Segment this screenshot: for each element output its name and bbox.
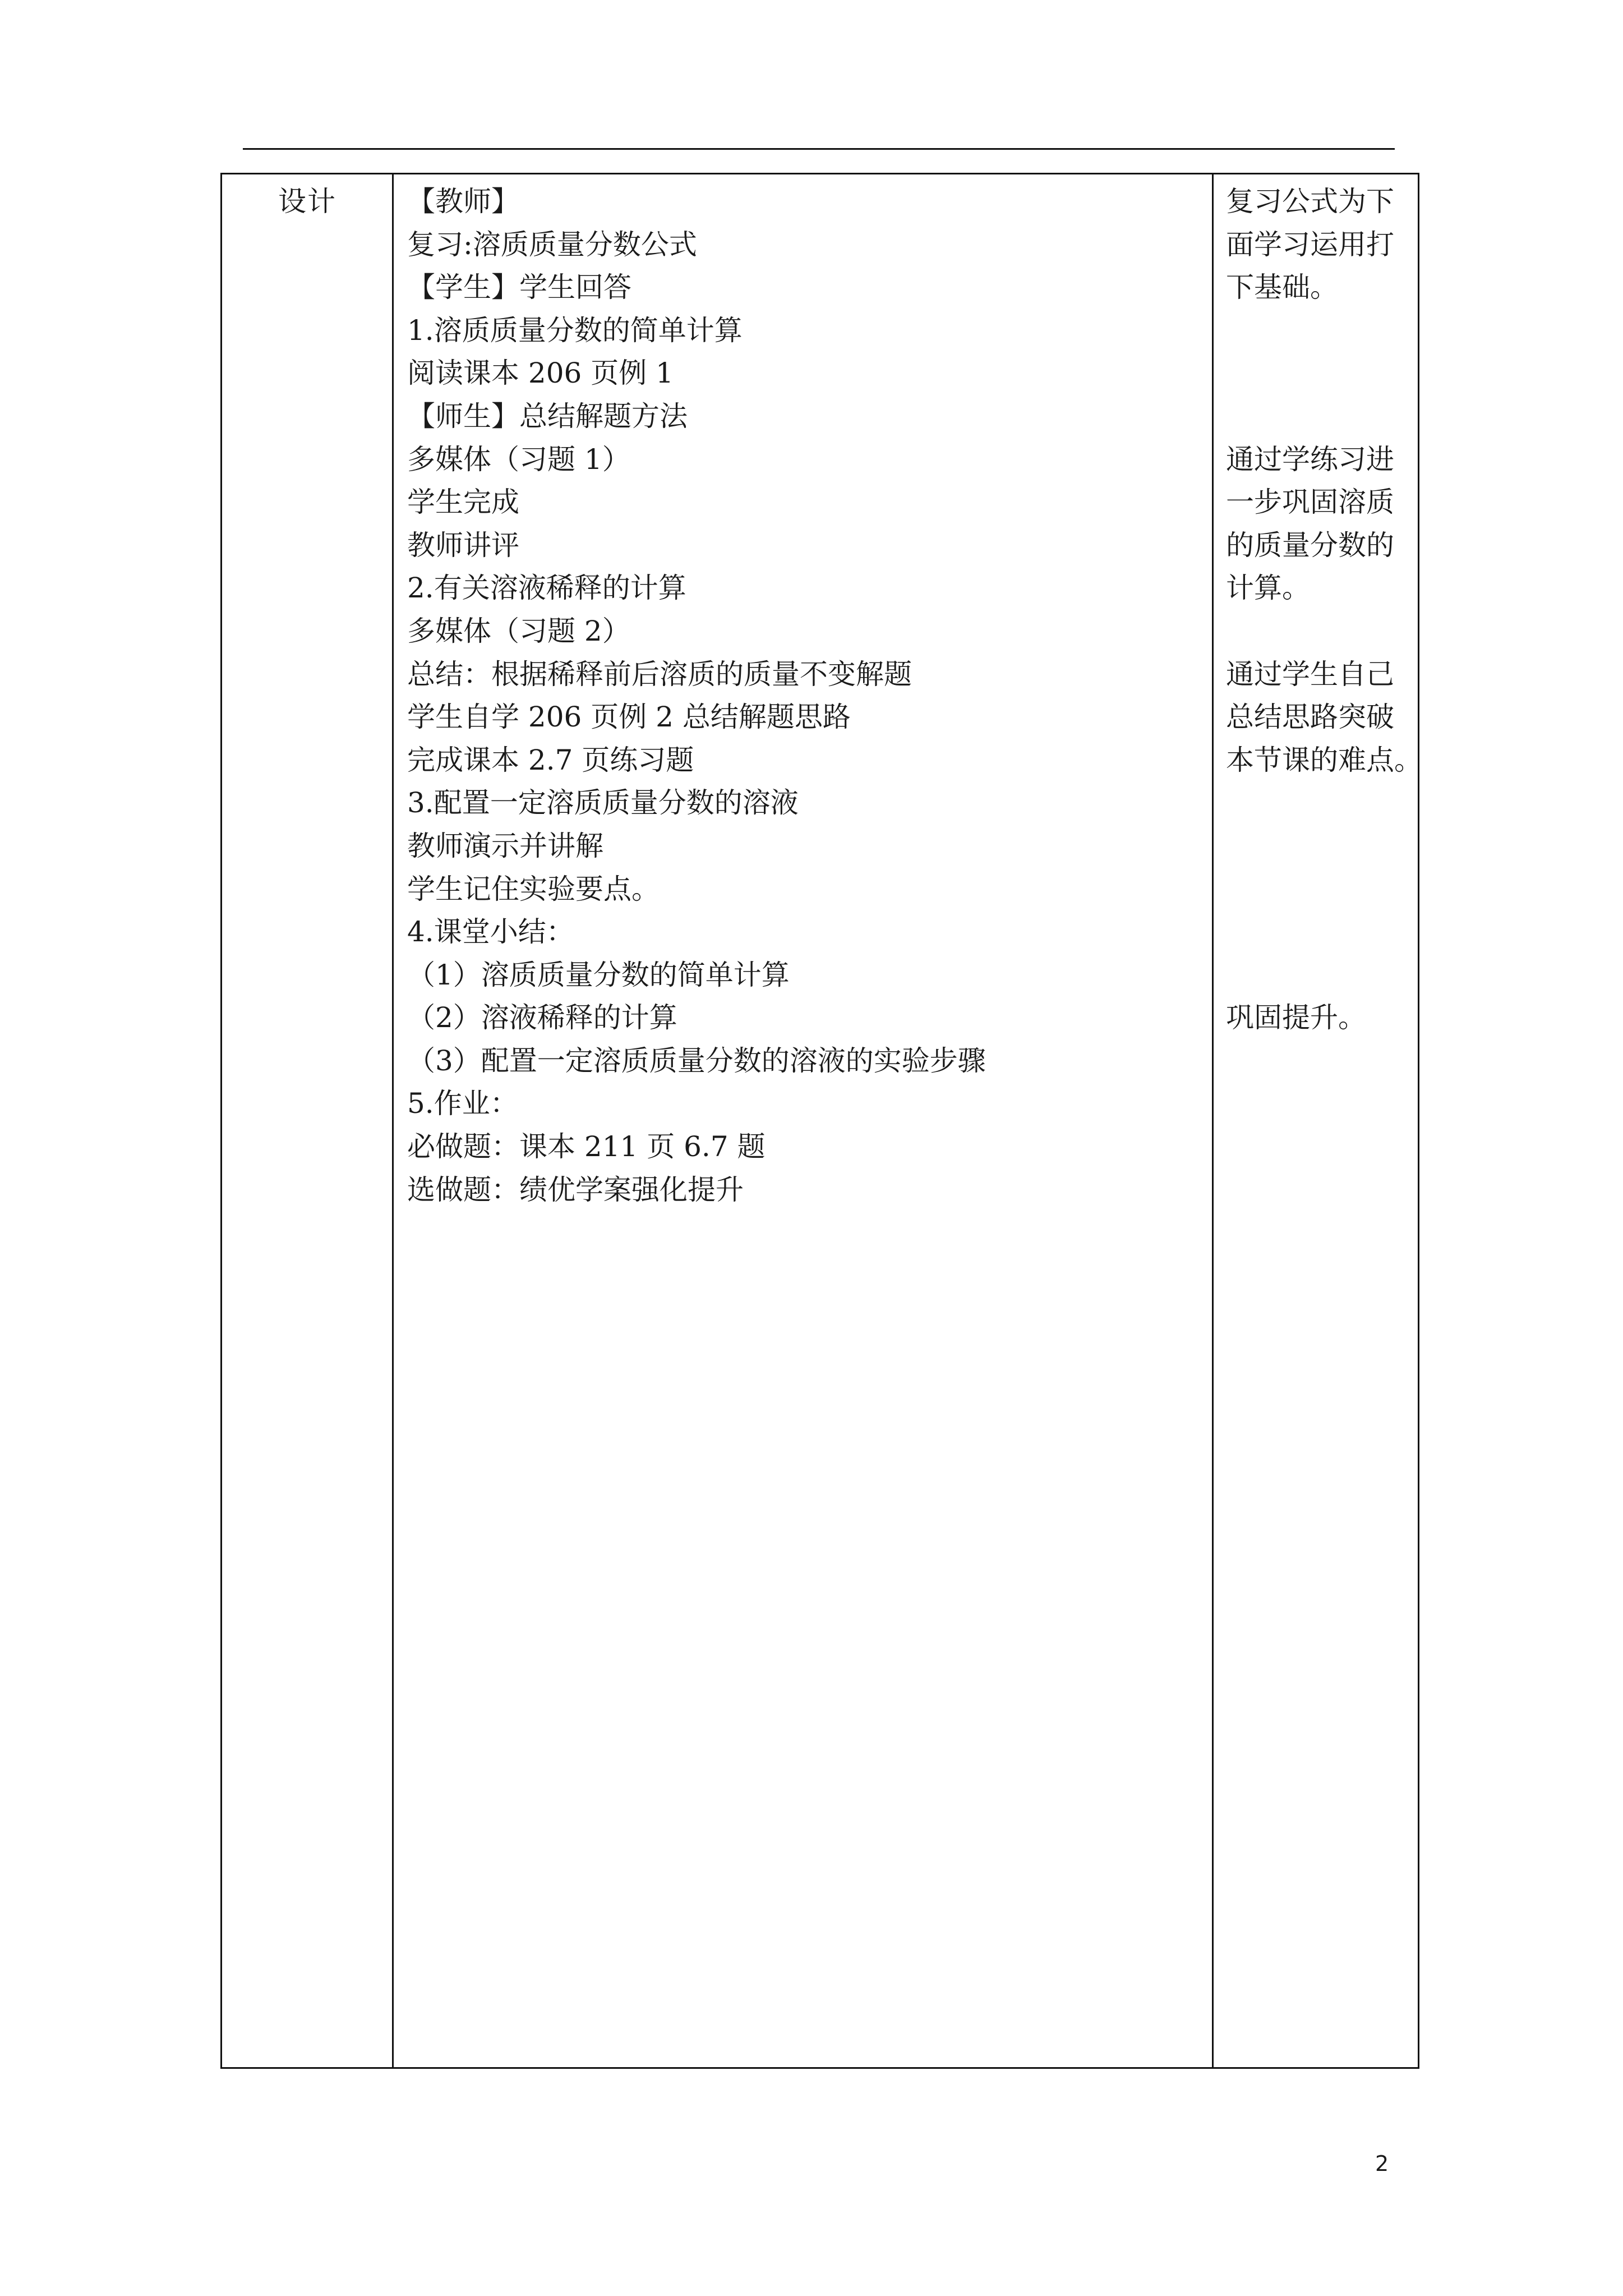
process-line: 阅读课本 206 页例 1 xyxy=(407,357,674,390)
intent-line: 通过学练习进 xyxy=(1226,443,1394,476)
page-number: 2 xyxy=(1375,2151,1389,2176)
intent-line: 的质量分数的 xyxy=(1226,528,1394,562)
process-line: 【教师】 xyxy=(407,185,519,218)
process-line: 总结：根据稀释前后溶质的质量不变解题 xyxy=(407,657,912,691)
process-line: 【师生】总结解题方法 xyxy=(407,399,688,432)
process-line: （1）溶质质量分数的简单计算 xyxy=(407,958,790,991)
teaching-process-cell xyxy=(407,180,1198,1211)
intent-line: 一步巩固溶质 xyxy=(1226,486,1394,519)
intent-line: 下基础。 xyxy=(1226,271,1338,304)
process-line: 学生自学 206 页例 2 总结解题思路 xyxy=(407,701,851,734)
section-label: 设计 xyxy=(278,185,336,218)
process-line: 必做题：课本 211 页 6.7 题 xyxy=(407,1130,766,1163)
lesson-design-table xyxy=(220,173,1422,2069)
intent-line: 复习公式为下 xyxy=(1226,185,1394,218)
process-line: 多媒体（习题 1） xyxy=(407,443,630,476)
intent-line xyxy=(1226,352,1414,395)
process-line: 5.作业： xyxy=(407,1087,518,1120)
column-divider xyxy=(1212,174,1214,2067)
design-intent-cell xyxy=(1226,180,1422,1039)
process-line: 教师演示并讲解 xyxy=(407,829,603,862)
intent-line xyxy=(1226,309,1414,352)
intent-line: 本节课的难点。 xyxy=(1226,743,1422,776)
process-line: （3）配置一定溶质质量分数的溶液的实验步骤 xyxy=(407,1044,986,1077)
process-line: 3.配置一定溶质质量分数的溶液 xyxy=(407,786,799,820)
intent-line xyxy=(1226,610,1414,653)
process-line: 2.有关溶液稀释的计算 xyxy=(407,572,686,605)
intent-line xyxy=(1226,781,1414,825)
intent-line xyxy=(1226,910,1414,954)
process-line: 学生记住实验要点。 xyxy=(407,872,660,905)
column-divider xyxy=(392,174,394,2067)
intent-line xyxy=(1226,868,1414,911)
process-line: 【学生】学生回答 xyxy=(407,271,631,304)
process-line: 教师讲评 xyxy=(407,528,519,562)
intent-line xyxy=(1226,825,1414,868)
process-line: 4.课堂小结： xyxy=(407,915,574,949)
intent-line: 巩固提升。 xyxy=(1226,1001,1366,1034)
process-line: （2）溶液稀释的计算 xyxy=(407,1001,677,1034)
intent-line: 总结思路突破 xyxy=(1226,701,1394,734)
intent-line xyxy=(1226,395,1414,438)
process-line: 复习:溶质质量分数公式 xyxy=(407,228,697,261)
intent-line: 通过学生自己 xyxy=(1226,657,1394,691)
header-rule xyxy=(243,148,1395,150)
intent-line: 计算。 xyxy=(1226,572,1310,605)
process-line: 选做题：绩优学案强化提升 xyxy=(407,1173,744,1206)
intent-line xyxy=(1226,954,1414,997)
process-line: 1.溶质质量分数的简单计算 xyxy=(407,314,743,347)
process-line: 学生完成 xyxy=(407,486,519,519)
process-line: 完成课本 2.7 页练习题 xyxy=(407,743,694,776)
process-line: 多媒体（习题 2） xyxy=(407,614,630,647)
intent-line: 面学习运用打 xyxy=(1226,228,1394,261)
